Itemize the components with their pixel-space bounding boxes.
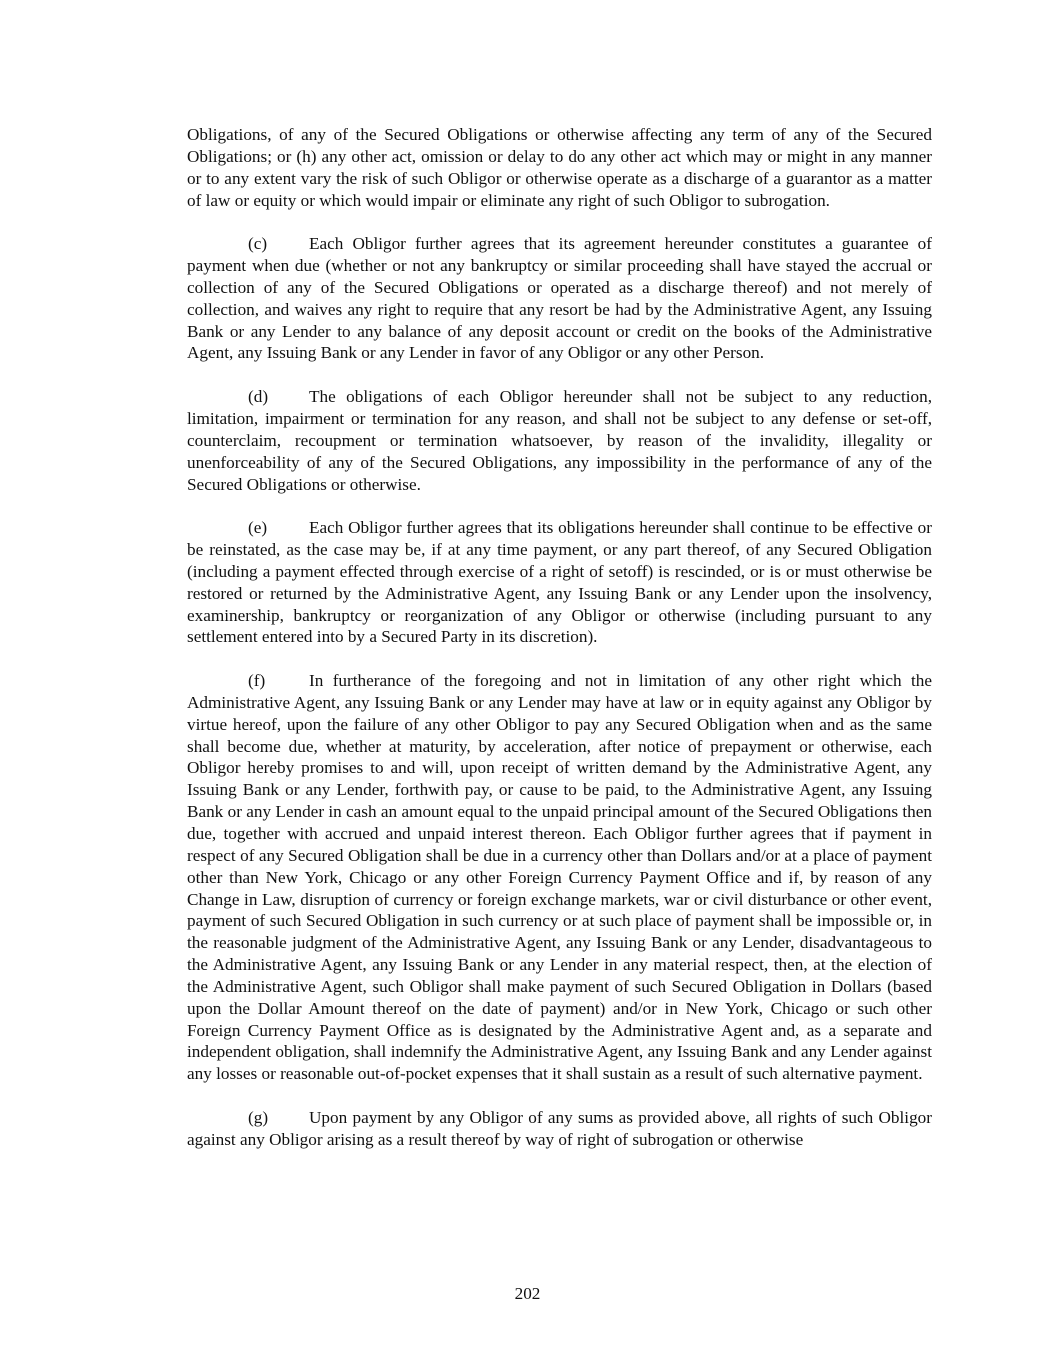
continued-paragraph: Obligations, of any of the Secured Obligations or otherwise affecting any term of any of the Secured Obligations; or (h) any other act, omission or delay to do any other act which may or might in any manner or to any extent vary the risk of such Obligor or otherwise operate as a discharge of a guarantor as a matter of law or equity or which would impair or eliminate any right of such Obligor to subrogation.	[187, 125, 932, 210]
paragraph-g	[187, 1107, 932, 1151]
paragraph-text: Each Obligor further agrees that its agreement hereunder constitutes a guarantee of payment when due (whether or not any bankruptcy or similar proceeding shall have stayed the accrual or collection of any of the Secured Obligations or operated as a discharge thereof) and not merely of collection, and waives any right to require that any resort be had by the Administrative Agent, any Issuing Bank or any Lender to any balance of any deposit account or credit on the books of the Administrative Agent, any Issuing Bank or any Lender in favor of any Obligor or any other Person.	[187, 234, 932, 363]
paragraph-label: (d)	[248, 387, 269, 407]
paragraph-c	[187, 233, 932, 364]
document-body	[187, 124, 932, 1173]
paragraph-d	[187, 386, 932, 495]
page-number: 202	[514, 1284, 541, 1303]
paragraph-text: Each Obligor further agrees that its obligations hereunder shall continue to be effective or be reinstated, as the case may be, if at any time payment, or any part thereof, of any Secured Obligation (including a payment effected through exercise of a right of setoff) is rescinded, or is or must otherwise be restored or returned by the Administrative Agent, any Issuing Bank or any Lender upon the insolvency, examinership, bankruptcy or reorganization of any Obligor or otherwise (including pursuant to any settlement entered into by a Secured Party in its discretion).	[187, 518, 932, 647]
paragraph-e	[187, 517, 932, 648]
paragraph-label: (e)	[248, 518, 268, 538]
paragraph-f	[187, 670, 932, 1085]
paragraph-text: Upon payment by any Obligor of any sums as provided above, all rights of such Obligor against any Obligor arising as a result thereof by way of right of subrogation or otherwise	[187, 1107, 932, 1149]
paragraph-label: (f)	[248, 671, 266, 691]
paragraph-label: (g)	[248, 1107, 269, 1127]
paragraph-text: In furtherance of the foregoing and not in limitation of any other right which the Administrative Agent, any Issuing Bank or any Lender may have at law or in equity against any Obligor by virtue hereof, upon the failure of any other Obligor to pay any Secured Obligation when and as the same shall become due, whether at maturity, by acceleration, after notice of prepayment or otherwise, each Obligor hereby promises to and will, upon receipt of written demand by the Administrative Agent, any Issuing Bank or any Lender, forthwith pay, or cause to be paid, to the Administrative Agent, any Issuing Bank or any Lender in cash an amount equal to the unpaid principal amount of the Secured Obligations then due, together with accrued and unpaid interest thereon. Each Obligor further agrees that if payment in respect of any Secured Obligation shall be due in a currency other than Dollars and/or at a place of payment other than New York, Chicago or any other Foreign Currency Payment Office and if, by reason of any Change in Law, disruption of currency or foreign exchange markets, war or civil disturbance or other event, payment of such Secured Obligation in such currency or at such place of payment shall be impossible or, in the reasonable judgment of the Administrative Agent, any Issuing Bank or any Lender, disadvantageous to the Administrative Agent, any Issuing Bank or any Lender in any material respect, then, at the election of the Administrative Agent, such Obligor shall make payment of such Secured Obligation in Dollars (based upon the Dollar Amount thereof on the date of payment) and/or in New York, Chicago or such other Foreign Currency Payment Office as is designated by the Administrative Agent and, as a separate and independent obligation, shall indemnify the Administrative Agent, any Issuing Bank and any Lender against any losses or reasonable out-of-pocket expenses that it shall sustain as a result of such alternative payment.	[187, 671, 932, 1084]
paragraph-text: The obligations of each Obligor hereunder shall not be subject to any reduction, limitation, impairment or termination for any reason, and shall not be subject to any defense or set-off, counterclaim, recoupment or termination whatsoever, by reason of the invalidity, illegality or unenforceability of any of the Secured Obligations, any impossibility in the performance of any of the Secured Obligations or otherwise.	[187, 387, 932, 494]
paragraph-label: (c)	[248, 234, 268, 254]
